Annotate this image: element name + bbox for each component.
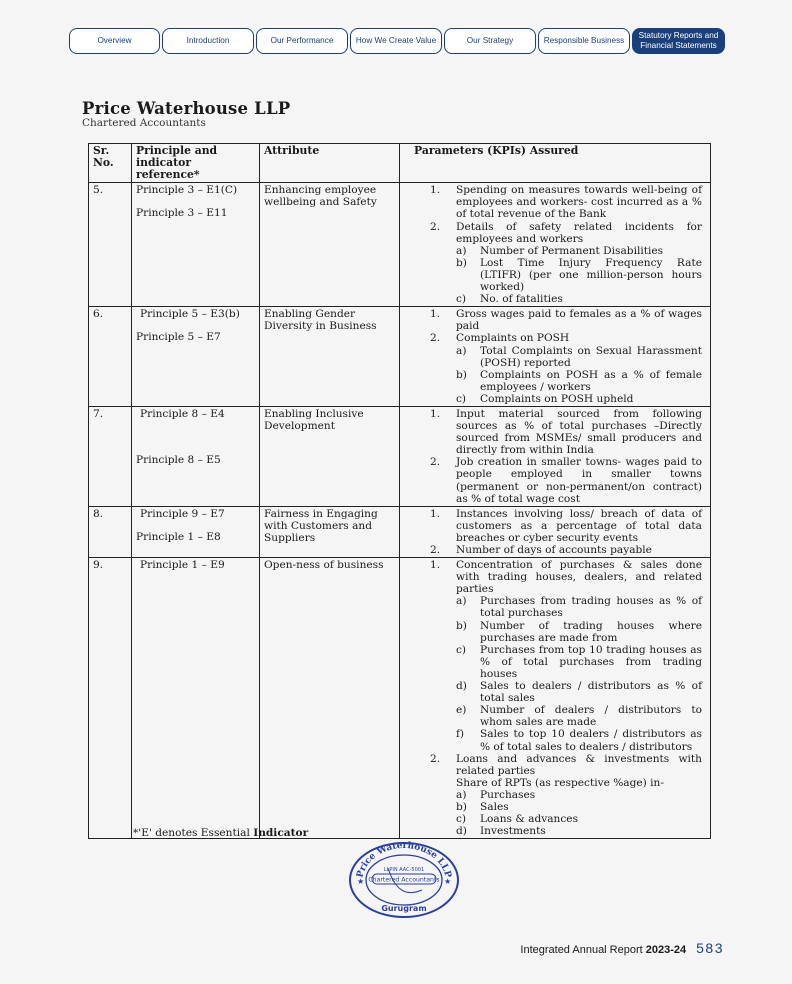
sub-list-item: b) Number of trading houses where purchases are made from	[456, 619, 702, 644]
page-footer	[520, 940, 724, 958]
row-attribute: Enabling Inclusive Development	[260, 406, 400, 506]
principle-ref: Principle 1 – E9	[140, 559, 225, 572]
sub-list-item: b) Sales	[456, 800, 509, 813]
row-sr: 6.	[89, 307, 132, 407]
table-header-row	[89, 144, 711, 183]
row-sr: 7.	[89, 406, 132, 506]
sub-list-item: c) Purchases from top 10 trading houses as % of total purchases from trading houses	[456, 643, 702, 680]
row-parameters	[400, 183, 711, 307]
tab-responsible-business[interactable]: Responsible Business	[538, 28, 630, 54]
row-sr: 9.	[89, 558, 132, 839]
sub-list-item: a) Total Complaints on Sexual Harassment (POSH) reported	[456, 344, 702, 369]
row-sr: 8.	[89, 506, 132, 557]
header-parameters: Parameters (KPIs) Assured	[400, 144, 711, 183]
list-item: 1. Gross wages paid to females as a % of wages paid	[430, 308, 702, 333]
row-principle	[132, 406, 260, 506]
row-parameters	[400, 558, 711, 839]
tab-our-strategy[interactable]: Our Strategy	[444, 28, 536, 54]
stamp-star-icon: ★	[444, 877, 452, 886]
sub-list-item: a) Purchases	[456, 788, 536, 801]
stamp-star-icon: ★	[357, 877, 365, 886]
top-navigation	[69, 28, 725, 54]
sub-list-item: a) Number of Permanent Disabilities	[456, 244, 664, 257]
row-attribute: Enhancing employee wellbeing and Safety	[260, 183, 400, 307]
table-row	[89, 558, 711, 839]
list-item: 2. Loans and advances & investments with related parties Share of RPTs (as respective %age) in- a) Purchases b) Sales c) Loans & advances d) Investments	[430, 752, 702, 838]
footnote: *'E' denotes Essential Indicator	[133, 827, 309, 839]
list-item: 2. Details of safety related incidents for employees and workers a) Number of Permanent Disabilities b) Lost Time Injury Frequency Rate (LTIFR) (per one million-person hours worked) c) No. of fatalities	[430, 220, 702, 306]
principle-ref: Principle 8 – E5	[136, 454, 221, 467]
header-attribute: Attribute	[260, 144, 400, 183]
list-item: 1. Concentration of purchases & sales done with trading houses, dealers, and related parties a) Purchases from trading houses as % of total purchases b) Number of trading houses where purchases are made from c) Purchases from top 10 trading houses as % of total purchases from trading houses d) Sales to dealers / distributors as % of total sales e) Number of dealers / distributors to whom sales are made f) Sales to top 10 dealers / distributors as % of total sales to dealers / distributors	[430, 559, 702, 753]
table-row	[89, 506, 711, 557]
row-principle	[132, 558, 260, 839]
row-attribute: Fairness in Engaging with Customers and Suppliers	[260, 506, 400, 557]
row-attribute: Open-ness of business	[260, 558, 400, 839]
list-item: 2. Number of days of accounts payable	[430, 544, 652, 556]
sub-list-item: e) Number of dealers / distributors to whom sales are made	[456, 704, 702, 729]
share-of-rpts-text: Share of RPTs (as respective %age) in-	[456, 776, 664, 789]
stamp-llpin: LLPIN AAC-5001	[383, 867, 425, 873]
page-number: 583	[696, 940, 724, 956]
firm-name: Price Waterhouse LLP	[82, 99, 291, 118]
list-item: 2. Complaints on POSH a) Total Complaints on Sexual Harassment (POSH) reported b) Complaints on POSH as a % of female employees / workers c) Complaints on POSH upheld	[430, 332, 702, 405]
table-row	[89, 406, 711, 506]
tab-introduction[interactable]: Introduction	[162, 28, 254, 54]
sub-list-item: c) Complaints on POSH upheld	[456, 392, 634, 405]
report-year: 2023-24	[645, 944, 687, 956]
principle-ref: Principle 5 – E3(b)	[140, 308, 240, 321]
row-principle	[132, 183, 260, 307]
sub-list-item: a) Purchases from trading houses as % of total purchases	[456, 595, 702, 620]
tab-how-we-create-value[interactable]: How We Create Value	[350, 28, 442, 54]
principle-ref: Principle 5 – E7	[136, 331, 221, 344]
tab-overview[interactable]: Overview	[69, 28, 160, 54]
kpi-table	[88, 143, 711, 839]
sub-list-item: b) Lost Time Injury Frequency Rate (LTIFR) (per one million-person hours worked)	[456, 256, 702, 294]
list-item: 1. Instances involving loss/ breach of data of customers as a percentage of total data breaches or cyber security events	[430, 507, 702, 544]
sub-list-item: d) Sales to dealers / distributors as % of total sales	[456, 680, 702, 705]
principle-ref: Principle 8 – E4	[140, 407, 225, 420]
sub-list-item: c) Loans & advances	[456, 813, 579, 826]
sub-list-item: d) Investments	[456, 825, 546, 838]
table-row	[89, 183, 711, 307]
row-principle	[132, 506, 260, 557]
row-attribute: Enabling Gender Diversity in Business	[260, 307, 400, 407]
firm-subtitle: Chartered Accountants	[82, 117, 206, 129]
principle-ref: Principle 1 – E8	[136, 530, 221, 543]
report-name: Integrated Annual Report	[520, 944, 646, 956]
header-sr-no: Sr. No.	[89, 144, 132, 183]
row-sr: 5.	[89, 183, 132, 307]
table-row	[89, 307, 711, 407]
list-item: 1. Input material sourced from following sources as % of total purchases –Directly sourced from MSMEs/ small producers and directly from within India	[430, 407, 702, 457]
row-parameters	[400, 506, 711, 557]
list-item: 1. Spending on measures towards well-being of employees and workers- cost incurred as a % of total revenue of the Bank	[430, 184, 702, 221]
row-principle	[132, 307, 260, 407]
stamp-bottom-text: Gurugram	[381, 904, 427, 913]
stamp-top-text: Price Waterhouse LLP	[355, 840, 453, 879]
sub-list-item: f) Sales to top 10 dealers / distributors as % of total sales to dealers / distributors	[456, 728, 702, 753]
tab-statutory-reports[interactable]: Statutory Reports and Financial Statements	[632, 28, 725, 54]
company-stamp	[348, 838, 460, 918]
principle-ref: Principle 3 – E1(C)	[136, 184, 238, 197]
row-parameters	[400, 406, 711, 506]
stamp-middle-text: Chartered Accountants	[368, 876, 440, 884]
sub-list-item: b) Complaints on POSH as a % of female employees / workers	[456, 368, 702, 393]
tab-our-performance[interactable]: Our Performance	[256, 28, 348, 54]
sub-list-item: c) No. of fatalities	[456, 293, 563, 306]
principle-ref: Principle 9 – E7	[140, 507, 225, 520]
list-item: 2. Job creation in smaller towns- wages paid to people employed in smaller towns (permanent or non-permanent/on contract) as % of total wage cost	[430, 456, 702, 505]
row-parameters	[400, 307, 711, 407]
header-principle: Principle and indicator reference*	[132, 144, 260, 183]
principle-ref: Principle 3 – E11	[136, 207, 228, 220]
